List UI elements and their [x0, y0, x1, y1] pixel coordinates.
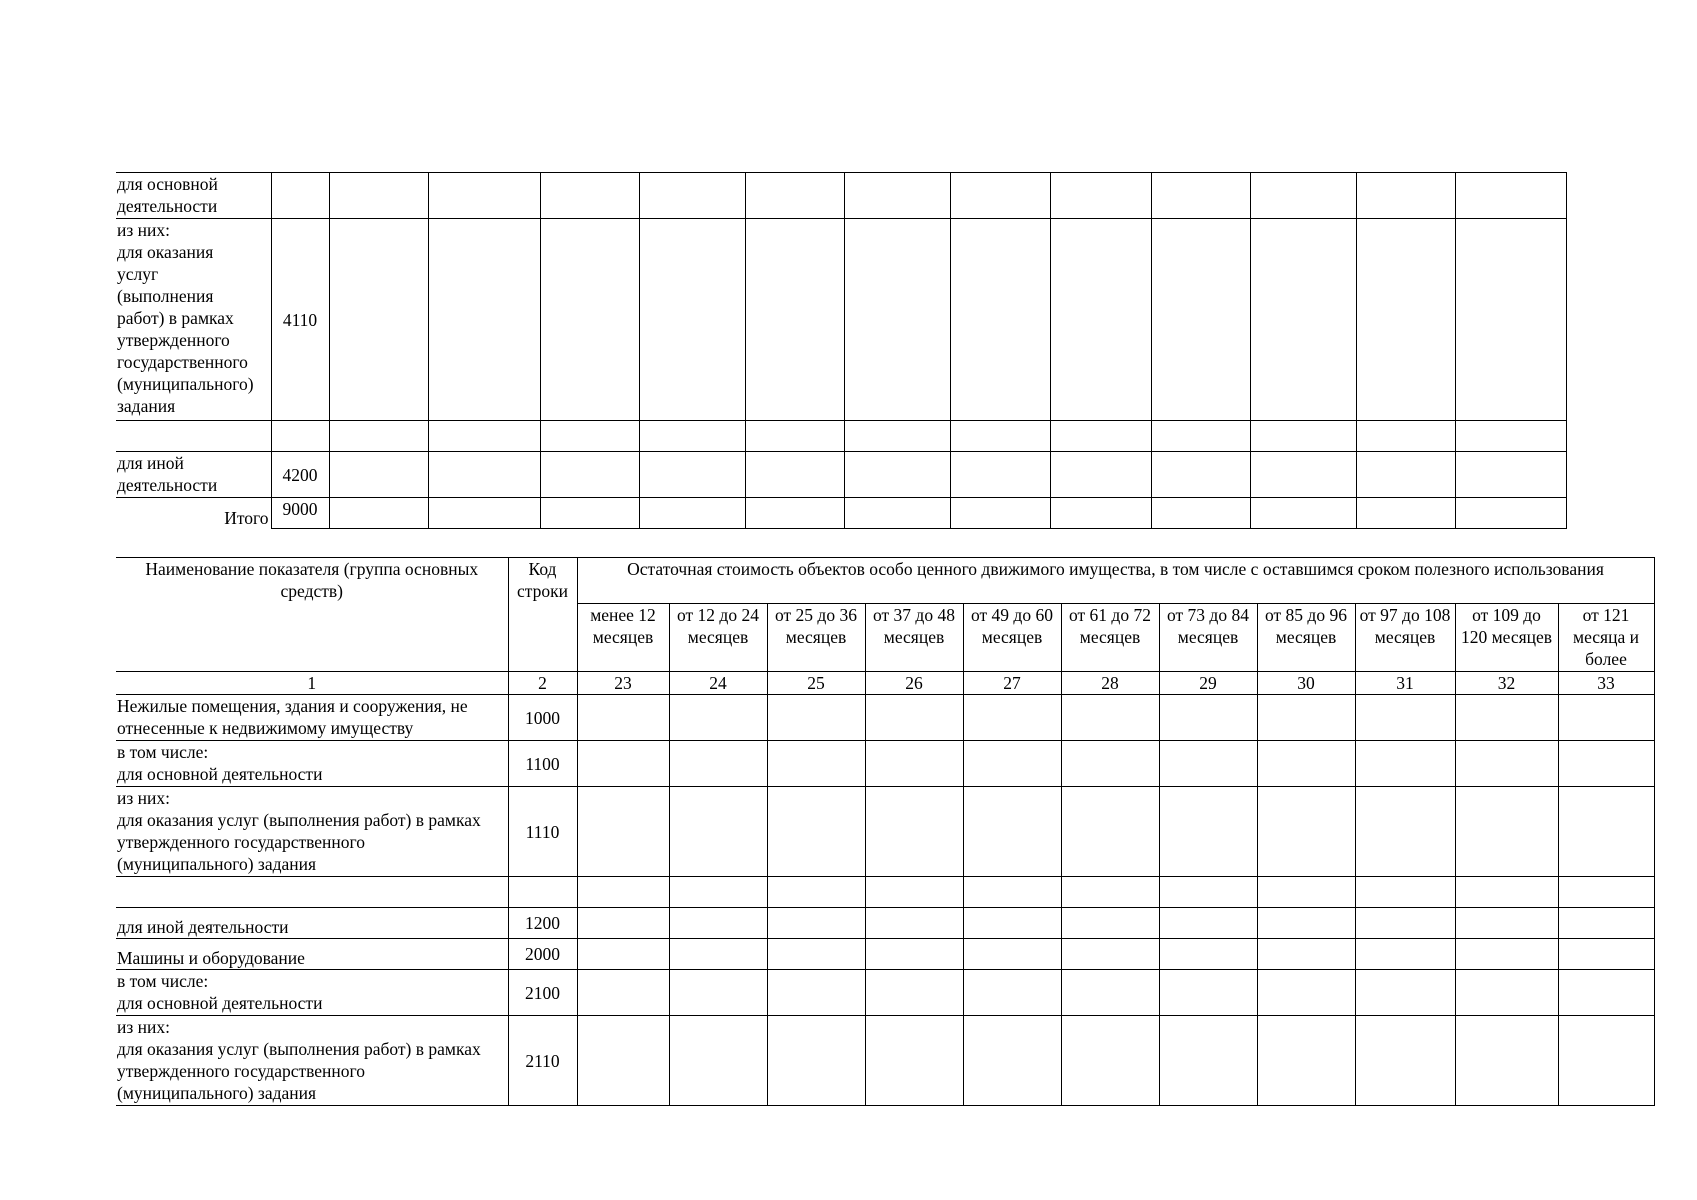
- total-label: Итого: [116, 498, 271, 529]
- value-cell: [1355, 908, 1455, 939]
- value-cell: [428, 421, 540, 452]
- value-cell: [1558, 877, 1654, 908]
- value-cell: [865, 1016, 963, 1106]
- value-cell: [1356, 452, 1455, 498]
- table-row: [116, 877, 1654, 908]
- value-cell: [1356, 173, 1455, 219]
- column-number: 26: [865, 672, 963, 695]
- value-cell: [1257, 877, 1355, 908]
- row-name: для основной деятельности: [116, 173, 271, 219]
- value-cell: [669, 939, 767, 970]
- table-row: [116, 970, 1654, 1016]
- table-row: [116, 939, 1654, 970]
- value-cell: [1455, 908, 1558, 939]
- value-cell: [1455, 173, 1566, 219]
- value-cell: [669, 695, 767, 741]
- value-cell: [1355, 970, 1455, 1016]
- value-cell: [639, 498, 745, 529]
- header-period: от 97 до 108 месяцев: [1355, 604, 1455, 672]
- value-cell: [865, 877, 963, 908]
- row-name: из них: для оказания услуг (выполнения работ) в рамках утвержденного государственного (муниципального) задания: [116, 1016, 508, 1106]
- value-cell: [1356, 498, 1455, 529]
- value-cell: [577, 939, 669, 970]
- value-cell: [1558, 939, 1654, 970]
- value-cell: [1050, 498, 1151, 529]
- table-body: [116, 695, 1654, 1106]
- value-cell: [1050, 173, 1151, 219]
- value-cell: [1558, 1016, 1654, 1106]
- table-row: [116, 498, 1566, 529]
- value-cell: [745, 452, 844, 498]
- value-cell: [745, 173, 844, 219]
- value-cell: [669, 970, 767, 1016]
- value-cell: [577, 695, 669, 741]
- table-row: [116, 741, 1654, 787]
- value-cell: [1061, 908, 1159, 939]
- row-name: в том числе: для основной деятельности: [116, 970, 508, 1016]
- column-number: 24: [669, 672, 767, 695]
- value-cell: [1257, 787, 1355, 877]
- value-cell: [639, 452, 745, 498]
- value-cell: [1356, 219, 1455, 421]
- value-cell: [1159, 970, 1257, 1016]
- value-cell: [540, 498, 639, 529]
- table-header: [116, 558, 1654, 695]
- value-cell: [950, 173, 1050, 219]
- value-cell: [1558, 787, 1654, 877]
- row-code: [271, 421, 329, 452]
- value-cell: [745, 219, 844, 421]
- value-cell: [1355, 741, 1455, 787]
- residual-value-table: [116, 557, 1655, 1106]
- value-cell: [1455, 695, 1558, 741]
- row-code: 1100: [508, 741, 577, 787]
- value-cell: [1455, 219, 1566, 421]
- value-cell: [1159, 908, 1257, 939]
- column-number: 27: [963, 672, 1061, 695]
- header-period: менее 12 месяцев: [577, 604, 669, 672]
- row-code: 1000: [508, 695, 577, 741]
- row-code: 1200: [508, 908, 577, 939]
- value-cell: [1151, 498, 1250, 529]
- value-cell: [577, 787, 669, 877]
- header-period: от 109 до 120 месяцев: [1455, 604, 1558, 672]
- value-cell: [428, 219, 540, 421]
- row-name: для иной деятельности: [116, 452, 271, 498]
- value-cell: [669, 1016, 767, 1106]
- value-cell: [329, 421, 428, 452]
- row-code: [508, 877, 577, 908]
- value-cell: [767, 695, 865, 741]
- value-cell: [669, 877, 767, 908]
- value-cell: [1455, 452, 1566, 498]
- value-cell: [963, 787, 1061, 877]
- value-cell: [1558, 695, 1654, 741]
- value-cell: [865, 695, 963, 741]
- value-cell: [950, 452, 1050, 498]
- column-number: 25: [767, 672, 865, 695]
- value-cell: [1159, 939, 1257, 970]
- value-cell: [950, 421, 1050, 452]
- value-cell: [639, 219, 745, 421]
- row-name: из них: для оказания услуг (выполнения работ) в рамках утвержденного государственного (муниципального) задания: [116, 787, 508, 877]
- row-name: [116, 877, 508, 908]
- value-cell: [1151, 173, 1250, 219]
- column-number: 23: [577, 672, 669, 695]
- value-cell: [963, 695, 1061, 741]
- header-period: от 49 до 60 месяцев: [963, 604, 1061, 672]
- value-cell: [540, 452, 639, 498]
- value-cell: [1355, 877, 1455, 908]
- value-cell: [639, 173, 745, 219]
- column-number: 33: [1558, 672, 1654, 695]
- row-name: в том числе: для основной деятельности: [116, 741, 508, 787]
- row-code: 9000: [271, 498, 329, 529]
- value-cell: [1159, 877, 1257, 908]
- table-row: [116, 908, 1654, 939]
- value-cell: [767, 741, 865, 787]
- column-number: 32: [1455, 672, 1558, 695]
- header-period: от 73 до 84 месяцев: [1159, 604, 1257, 672]
- column-number: 30: [1257, 672, 1355, 695]
- value-cell: [865, 970, 963, 1016]
- value-cell: [1257, 741, 1355, 787]
- row-code: 4110: [271, 219, 329, 421]
- header-period: от 85 до 96 месяцев: [1257, 604, 1355, 672]
- header-period: от 25 до 36 месяцев: [767, 604, 865, 672]
- value-cell: [1558, 741, 1654, 787]
- column-number: 1: [116, 672, 508, 695]
- value-cell: [1558, 970, 1654, 1016]
- value-cell: [428, 498, 540, 529]
- value-cell: [1257, 695, 1355, 741]
- value-cell: [963, 908, 1061, 939]
- value-cell: [428, 173, 540, 219]
- value-cell: [1250, 421, 1356, 452]
- row-code: 4200: [271, 452, 329, 498]
- table-row: [116, 452, 1566, 498]
- header-number-row: [116, 672, 1654, 695]
- value-cell: [1061, 787, 1159, 877]
- value-cell: [767, 1016, 865, 1106]
- header-code-col: Код строки: [508, 558, 577, 672]
- value-cell: [844, 219, 950, 421]
- value-cell: [1159, 1016, 1257, 1106]
- header-period: от 61 до 72 месяцев: [1061, 604, 1159, 672]
- value-cell: [1455, 421, 1566, 452]
- value-cell: [1159, 695, 1257, 741]
- value-cell: [767, 939, 865, 970]
- value-cell: [844, 498, 950, 529]
- value-cell: [1061, 1016, 1159, 1106]
- value-cell: [329, 498, 428, 529]
- table-row: [116, 695, 1654, 741]
- value-cell: [1061, 877, 1159, 908]
- value-cell: [1355, 939, 1455, 970]
- row-code: 1110: [508, 787, 577, 877]
- value-cell: [865, 741, 963, 787]
- value-cell: [1355, 787, 1455, 877]
- value-cell: [1257, 908, 1355, 939]
- row-code: 2110: [508, 1016, 577, 1106]
- value-cell: [329, 219, 428, 421]
- value-cell: [1050, 421, 1151, 452]
- value-cell: [1050, 219, 1151, 421]
- header-name-col: Наименование показателя (группа основных средств): [116, 558, 508, 672]
- column-number: 29: [1159, 672, 1257, 695]
- header-period: от 37 до 48 месяцев: [865, 604, 963, 672]
- value-cell: [1159, 741, 1257, 787]
- value-cell: [963, 970, 1061, 1016]
- upper-table: [116, 172, 1567, 529]
- value-cell: [329, 452, 428, 498]
- value-cell: [669, 908, 767, 939]
- upper-table-body: [116, 173, 1566, 529]
- value-cell: [1159, 787, 1257, 877]
- value-cell: [950, 219, 1050, 421]
- value-cell: [1455, 1016, 1558, 1106]
- value-cell: [1257, 1016, 1355, 1106]
- value-cell: [950, 498, 1050, 529]
- value-cell: [1061, 695, 1159, 741]
- table-row: [116, 219, 1566, 421]
- row-name: для иной деятельности: [116, 908, 508, 939]
- value-cell: [767, 787, 865, 877]
- value-cell: [540, 173, 639, 219]
- column-number: 2: [508, 672, 577, 695]
- value-cell: [669, 787, 767, 877]
- value-cell: [577, 1016, 669, 1106]
- value-cell: [844, 421, 950, 452]
- table-row: [116, 173, 1566, 219]
- value-cell: [1455, 970, 1558, 1016]
- value-cell: [767, 970, 865, 1016]
- value-cell: [1250, 219, 1356, 421]
- value-cell: [1355, 695, 1455, 741]
- value-cell: [844, 173, 950, 219]
- value-cell: [1355, 1016, 1455, 1106]
- value-cell: [1356, 421, 1455, 452]
- value-cell: [428, 452, 540, 498]
- value-cell: [865, 939, 963, 970]
- value-cell: [865, 908, 963, 939]
- row-code: [271, 173, 329, 219]
- row-code: 2100: [508, 970, 577, 1016]
- row-name: Нежилые помещения, здания и сооружения, не отнесенные к недвижимому имуществу: [116, 695, 508, 741]
- row-name: [116, 421, 271, 452]
- value-cell: [1061, 741, 1159, 787]
- value-cell: [1151, 421, 1250, 452]
- header-period: от 12 до 24 месяцев: [669, 604, 767, 672]
- value-cell: [1558, 908, 1654, 939]
- value-cell: [1455, 498, 1566, 529]
- value-cell: [540, 219, 639, 421]
- value-cell: [963, 1016, 1061, 1106]
- value-cell: [1455, 939, 1558, 970]
- header-residual-value-group: Остаточная стоимость объектов особо ценного движимого имущества, в том числе с оставшимся сроком полезного использования: [577, 558, 1654, 604]
- value-cell: [844, 452, 950, 498]
- value-cell: [1050, 452, 1151, 498]
- value-cell: [329, 173, 428, 219]
- column-number: 28: [1061, 672, 1159, 695]
- value-cell: [577, 741, 669, 787]
- table-row: [116, 1016, 1654, 1106]
- value-cell: [669, 741, 767, 787]
- value-cell: [1250, 498, 1356, 529]
- value-cell: [1455, 877, 1558, 908]
- value-cell: [745, 421, 844, 452]
- header-period: от 121 месяца и более: [1558, 604, 1654, 672]
- value-cell: [745, 498, 844, 529]
- value-cell: [1151, 452, 1250, 498]
- value-cell: [963, 939, 1061, 970]
- value-cell: [767, 877, 865, 908]
- value-cell: [540, 421, 639, 452]
- row-code: 2000: [508, 939, 577, 970]
- value-cell: [865, 787, 963, 877]
- value-cell: [577, 877, 669, 908]
- value-cell: [1061, 970, 1159, 1016]
- column-number: 31: [1355, 672, 1455, 695]
- value-cell: [639, 421, 745, 452]
- row-name: Машины и оборудование: [116, 939, 508, 970]
- value-cell: [1250, 452, 1356, 498]
- value-cell: [1455, 787, 1558, 877]
- value-cell: [767, 908, 865, 939]
- value-cell: [1061, 939, 1159, 970]
- value-cell: [1250, 173, 1356, 219]
- value-cell: [577, 908, 669, 939]
- value-cell: [577, 970, 669, 1016]
- value-cell: [963, 741, 1061, 787]
- value-cell: [1257, 939, 1355, 970]
- table-row: [116, 787, 1654, 877]
- value-cell: [1455, 741, 1558, 787]
- value-cell: [1151, 219, 1250, 421]
- value-cell: [963, 877, 1061, 908]
- table-row: [116, 421, 1566, 452]
- row-name: из них: для оказания услуг (выполнения работ) в рамках утвержденного государственного (муниципального) задания: [116, 219, 271, 421]
- value-cell: [1257, 970, 1355, 1016]
